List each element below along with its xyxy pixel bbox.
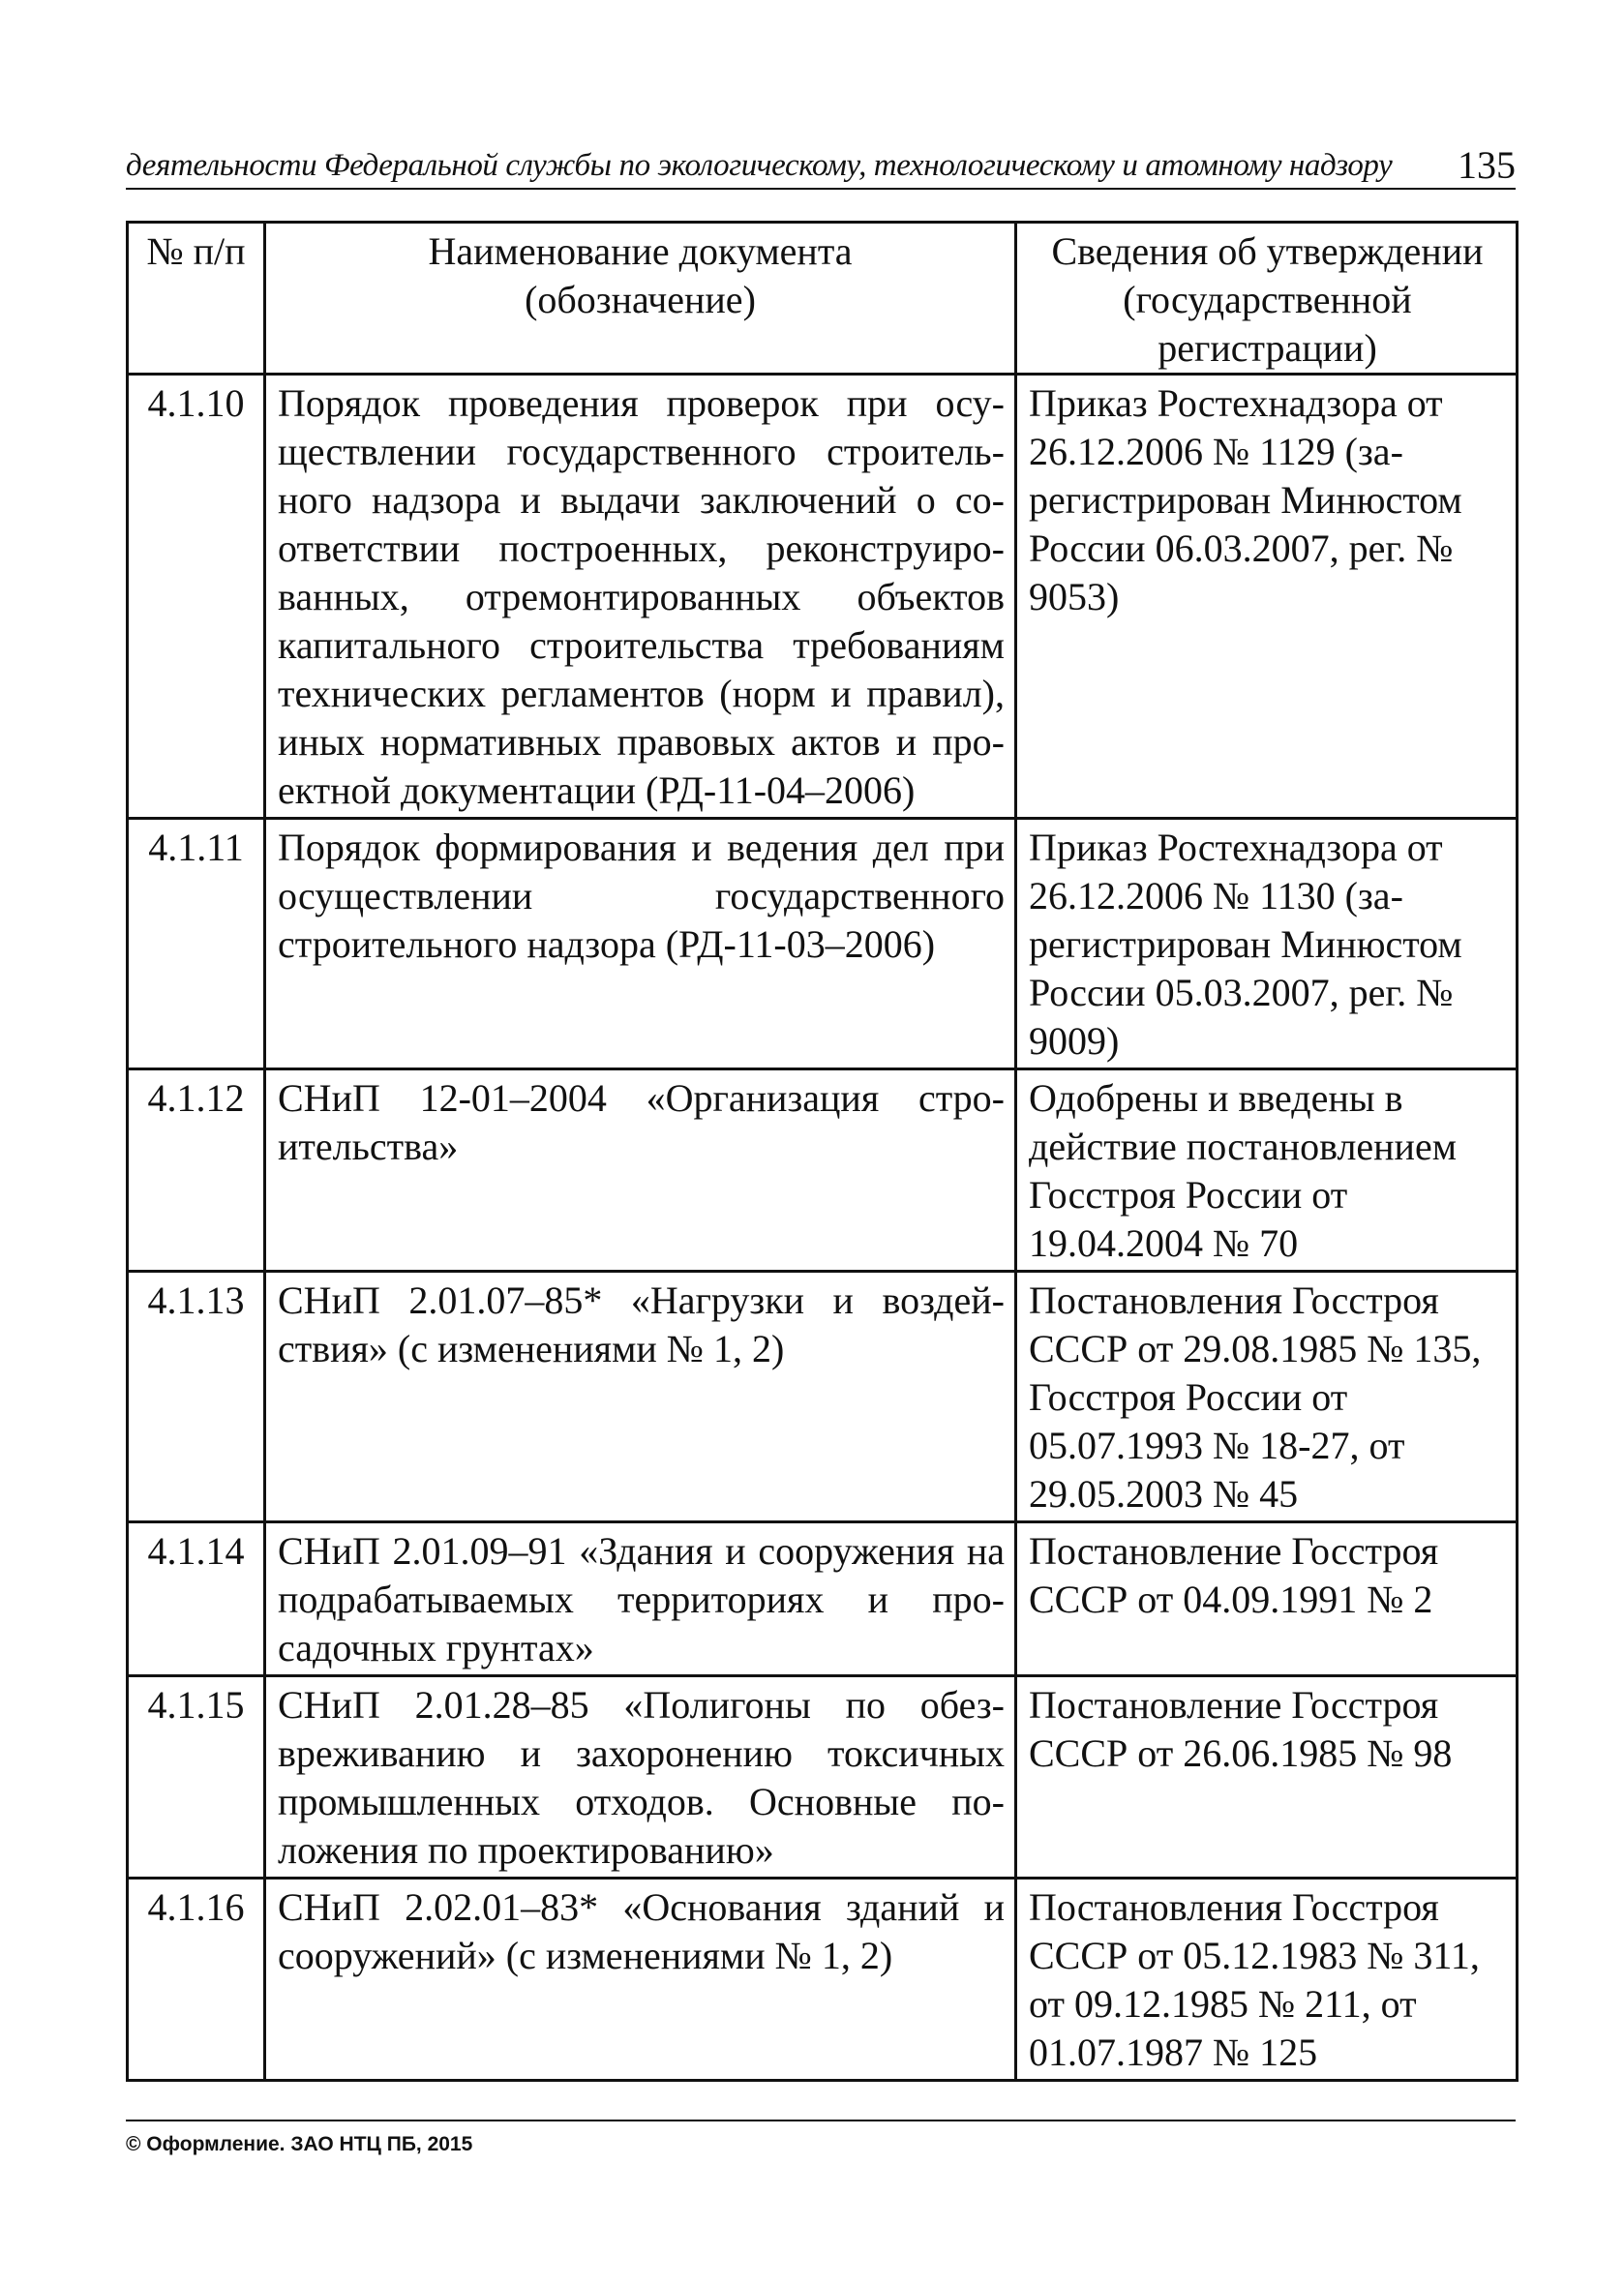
approval-info: Постановление Госстроя СССР от 04.09.1991 № 2 bbox=[1016, 1522, 1518, 1676]
table-body bbox=[128, 375, 1518, 2081]
row-number: 4.1.11 bbox=[128, 819, 265, 1069]
documents-table bbox=[126, 221, 1519, 2082]
page-number: 135 bbox=[1458, 143, 1516, 187]
column-header-document-name: Наименование документа (обозначение) bbox=[265, 223, 1016, 375]
row-number: 4.1.16 bbox=[128, 1879, 265, 2081]
approval-info: Приказ Ростехнадзора от 26.12.2006 № 1129 (зарегистрирован Минюстом России 06.03.2007, рег. № 9053) bbox=[1016, 375, 1518, 819]
column-header-approval-info: Сведения об утверждении (государственной регистрации) bbox=[1016, 223, 1518, 375]
approval-info: Постановления Госстроя СССР от 29.08.1985 № 135, Госстроя России от 05.07.1993 № 18-27, от 29.05.2003 № 45 bbox=[1016, 1272, 1518, 1522]
row-number: 4.1.10 bbox=[128, 375, 265, 819]
table-row bbox=[128, 1676, 1518, 1879]
table-row bbox=[128, 1522, 1518, 1676]
approval-info: Постановление Госстроя СССР от 26.06.1985 № 98 bbox=[1016, 1676, 1518, 1879]
table-row bbox=[128, 1272, 1518, 1522]
table-header bbox=[128, 223, 1518, 375]
table-header-row bbox=[128, 223, 1518, 375]
document-name: СНиП 2.01.28–85 «Полигоны по обезвреживанию и захоронению токсичных промышленных отходов. Основные положения по проектированию» bbox=[265, 1676, 1016, 1879]
document-name: СНиП 2.02.01–83* «Основания зданий и сооружений» (с изменениями № 1, 2) bbox=[265, 1879, 1016, 2081]
document-name: СНиП 2.01.07–85* «Нагрузки и воздействия» (с изменениями № 1, 2) bbox=[265, 1272, 1016, 1522]
row-number: 4.1.15 bbox=[128, 1676, 265, 1879]
document-name: Порядок проведения проверок при осуществлении государственного строительного надзора и выдачи заключений о соответствии построенных, реконструированных, отремонтированных объектов капитального строительства требованиям технических регламентов (норм и правил), иных нормативных правовых актов и проектной документации (РД-11-04–2006) bbox=[265, 375, 1016, 819]
table-row bbox=[128, 1879, 1518, 2081]
footer-copyright: © Оформление. ЗАО НТЦ ПБ, 2015 bbox=[126, 2133, 473, 2155]
approval-info: Приказ Ростехнадзора от 26.12.2006 № 1130 (зарегистрирован Минюстом России 05.03.2007, рег. № 9009) bbox=[1016, 819, 1518, 1069]
row-number: 4.1.14 bbox=[128, 1522, 265, 1676]
table-row bbox=[128, 819, 1518, 1069]
table-row bbox=[128, 1069, 1518, 1272]
running-header bbox=[126, 134, 1516, 190]
approval-info: Постановления Госстроя СССР от 05.12.1983 № 311, от 09.12.1985 № 211, от 01.07.1987 № 125 bbox=[1016, 1879, 1518, 2081]
running-title: деятельности Федеральной службы по экологическому, технологическому и атомному надзору bbox=[126, 148, 1393, 183]
document-name: СНиП 2.01.09–91 «Здания и сооружения на подрабатываемых территориях и просадочных грунтах» bbox=[265, 1522, 1016, 1676]
document-name: Порядок формирования и ведения дел при осуществлении государственного строительного надзора (РД-11-03–2006) bbox=[265, 819, 1016, 1069]
row-number: 4.1.12 bbox=[128, 1069, 265, 1272]
row-number: 4.1.13 bbox=[128, 1272, 265, 1522]
table-row bbox=[128, 375, 1518, 819]
document-name: СНиП 12-01–2004 «Организация строительства» bbox=[265, 1069, 1016, 1272]
footer-divider bbox=[126, 2120, 1516, 2121]
column-header-number: № п/п bbox=[128, 223, 265, 375]
approval-info: Одобрены и введены в действие постановлением Госстроя России от 19.04.2004 № 70 bbox=[1016, 1069, 1518, 1272]
